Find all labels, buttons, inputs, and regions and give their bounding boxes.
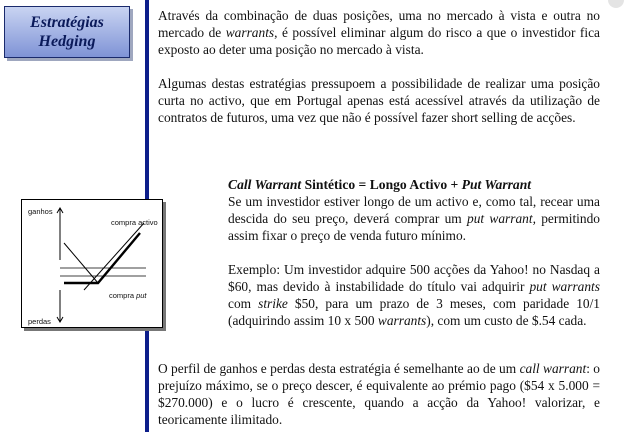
heading-call-warrant: Call Warrant bbox=[228, 177, 302, 192]
put-warrant-label: compra put bbox=[109, 291, 147, 300]
example-italic-strike: strike bbox=[258, 296, 288, 311]
payoff-diagram-svg bbox=[22, 200, 162, 327]
example-text3: $50, para um prazo de 3 meses, com paridade 10/1 (adquirindo assim 10 x 500 bbox=[228, 296, 600, 328]
profile-text2: : o prejuízo máximo, se o preço descer, é equivalente ao prémio pago ($54 x 5.000 = $270.000) e o lucro é crescente, quando a acção da Yahoo! valorizar, e teoricamente ilimitado. bbox=[158, 361, 601, 427]
paragraph-intro-text1: Através da combinação de duas posições, uma no mercado à vista e outra no mercado de bbox=[158, 8, 600, 40]
paragraph-intro bbox=[158, 7, 600, 58]
paragraph-explanation-text1: Se um investidor estiver longo de um activo e, como tal, recear uma descida do seu preço, deverá comprar um bbox=[228, 194, 600, 226]
gains-label: ganhos bbox=[28, 207, 53, 216]
losses-label: perdas bbox=[28, 317, 51, 326]
paragraph-explanation bbox=[228, 193, 600, 244]
paragraph-intro-text2: , é possível eliminar algum do risco a que o investidor fica exposto ao deter uma posição no mercado à vista. bbox=[158, 25, 600, 57]
example-text4: ), com um custo de $.54 cada. bbox=[426, 313, 587, 328]
example-italic-warrants: warrants bbox=[377, 313, 427, 328]
section-title-line2: Hedging bbox=[38, 33, 96, 50]
paragraph-example bbox=[228, 261, 600, 329]
example-text1: Exemplo: Um investidor adquire 500 acções da Yahoo! no Nasdaq a $60, mas devido à instabilidade do título vai adquirir bbox=[228, 262, 600, 294]
example-italic-put-warrants: put warrants bbox=[529, 279, 600, 294]
profile-italic-call-warrant: call warrant bbox=[519, 361, 587, 376]
paragraph-explanation-italic: put warrant, bbox=[467, 211, 536, 226]
profile-text1: O perfil de ganhos e perdas desta estratégia é semelhante ao de um bbox=[158, 361, 520, 376]
long-asset-label: compra activo bbox=[111, 218, 158, 227]
page-corner-decoration bbox=[606, 0, 626, 12]
section-title-box bbox=[4, 6, 130, 58]
strategy-heading bbox=[228, 176, 608, 193]
payoff-diagram bbox=[21, 199, 163, 328]
long-asset-line bbox=[84, 223, 144, 290]
example-text2: com bbox=[228, 296, 259, 311]
paragraph-explanation-text2: permitindo assim fixar o preço de venda futuro mínimo. bbox=[228, 211, 600, 243]
paragraph-intro-italic-warrants: warrants bbox=[225, 25, 275, 40]
heading-middle: Sintético = Longo Activo + bbox=[301, 177, 462, 192]
heading-put-warrant: Put Warrant bbox=[461, 177, 532, 192]
paragraph-profile bbox=[158, 360, 600, 428]
paragraph-short-selling: Algumas destas estratégias pressupoem a possibilidade de realizar uma posição curta no activo, que em Portugal apenas está acessível através da utilização de contratos de futuros, uma vez que não é possível fazer short selling de acções. bbox=[158, 76, 600, 125]
put-warrant-line bbox=[64, 243, 98, 283]
section-title-line1: Estratégias bbox=[30, 14, 104, 31]
